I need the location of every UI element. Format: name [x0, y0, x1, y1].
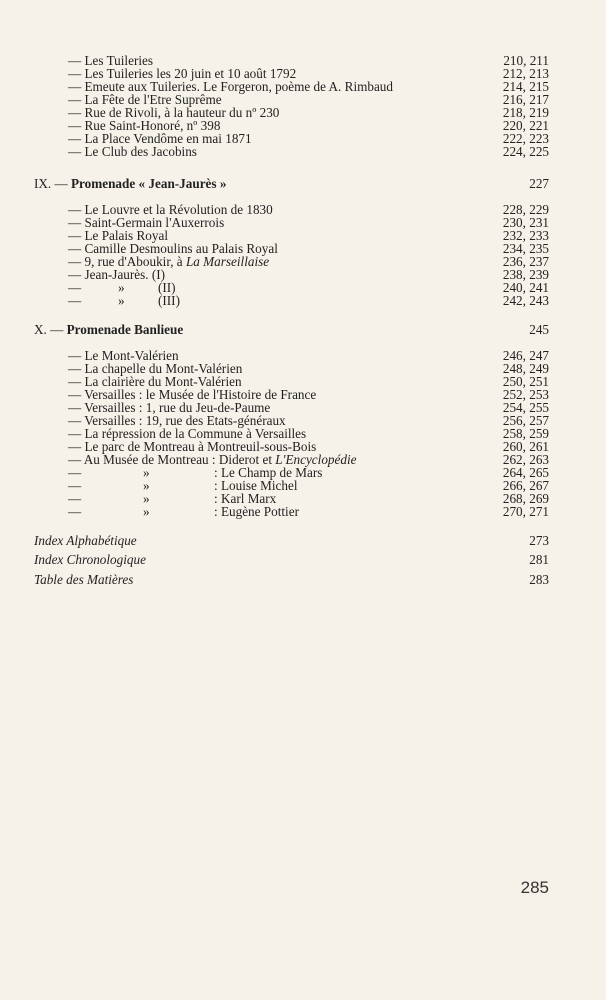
ditto-mark: » [118, 293, 125, 308]
index-title: Index Chronologique [34, 552, 146, 567]
entry-title: — Jean-Jaurès. (I) [68, 267, 166, 282]
entry-dash: — [68, 504, 82, 519]
entry-pages: 262, 263 [502, 452, 549, 467]
ditto-mark: » [143, 504, 150, 519]
section-heading-text [34, 323, 183, 337]
entry-title: — Le Louvre et la Révolution de 1830 [68, 202, 273, 217]
entry-title: — Le Club des Jacobins [68, 144, 197, 159]
entry-title: — Versailles : 19, rue des Etats-généraux [68, 413, 286, 428]
entry-title: (III) [158, 293, 180, 308]
entry-text: — 9, rue d'Aboukir, à [68, 254, 183, 269]
entry-pages: 246, 247 [502, 348, 549, 363]
entry-pages: 240, 241 [502, 280, 549, 295]
index-page: 273 [529, 533, 549, 548]
entry-title: : Louise Michel [214, 478, 298, 493]
entry-pages: 212, 213 [502, 66, 549, 81]
entry-title: (II) [158, 280, 176, 295]
entry-pages: 222, 223 [502, 131, 549, 146]
entry-pages: 258, 259 [502, 426, 549, 441]
entry-pages: 256, 257 [502, 413, 549, 428]
toc-entry-continued [0, 294, 606, 308]
entry-italic-title: La Marseillaise [185, 254, 270, 269]
ditto-mark: » [143, 465, 150, 480]
entry-pages: 214, 215 [502, 79, 549, 94]
entry-pages: 216, 217 [502, 92, 549, 107]
entry-pages: 228, 229 [502, 202, 549, 217]
entry-pages: 224, 225 [502, 144, 549, 159]
toc-entry-continued [0, 505, 606, 519]
entry-pages: 248, 249 [502, 361, 549, 376]
entry-title: — Rue Saint-Honoré, nº 398 [68, 118, 221, 133]
toc-index-entry [0, 573, 606, 587]
entry-title: — Le Palais Royal [68, 228, 168, 243]
entry-dash: — [68, 491, 82, 506]
section-page: 227 [529, 176, 549, 191]
toc-entry [0, 145, 606, 159]
entry-dash: — [68, 280, 82, 295]
entry-dash: — [68, 293, 82, 308]
entry-title: : Eugène Pottier [214, 504, 299, 519]
entry-pages: 266, 267 [502, 478, 549, 493]
entry-title: — La clairière du Mont-Valérien [68, 374, 242, 389]
section-number: X. — [34, 322, 64, 337]
entry-title: — Les Tuileries [68, 53, 153, 68]
entry-italic-title: L'Encyclopédie [275, 452, 357, 467]
entry-title: — La Fête de l'Etre Suprême [68, 92, 222, 107]
section-heading-text [34, 177, 226, 191]
page-number: 285 [520, 878, 549, 897]
section-title: Promenade « Jean-Jaurès » [71, 176, 227, 191]
entry-pages: 260, 261 [502, 439, 549, 454]
entry-title: — Versailles : 1, rue du Jeu-de-Paume [68, 400, 271, 415]
ditto-mark: » [118, 280, 125, 295]
section-title: Promenade Banlieue [66, 322, 184, 337]
entry-pages: 264, 265 [502, 465, 549, 480]
entry-title: — Saint-Germain l'Auxerrois [68, 215, 225, 230]
ditto-mark: » [143, 491, 150, 506]
entry-dash: — [68, 478, 82, 493]
entry-pages: 268, 269 [502, 491, 549, 506]
entry-title: — La répression de la Commune à Versailles [68, 426, 307, 441]
entry-title: — La chapelle du Mont-Valérien [68, 361, 243, 376]
entry-title: — Camille Desmoulins au Palais Royal [68, 241, 278, 256]
section-heading-x [0, 323, 606, 337]
entry-pages: 250, 251 [502, 374, 549, 389]
entry-pages: 254, 255 [502, 400, 549, 415]
entry-pages: 242, 243 [502, 293, 549, 308]
entry-pages: 210, 211 [503, 53, 549, 68]
entry-title: : Karl Marx [214, 491, 277, 506]
entry-title: — Le Mont-Valérien [68, 348, 179, 363]
index-title: Index Alphabétique [34, 533, 137, 548]
entry-title: — Emeute aux Tuileries. Le Forgeron, poème de A. Rimbaud [68, 79, 393, 94]
entry-pages: 220, 221 [502, 118, 549, 133]
entry-title: — Rue de Rivoli, à la hauteur du nº 230 [68, 105, 280, 120]
ditto-mark: » [143, 478, 150, 493]
index-page: 283 [529, 572, 549, 587]
entry-title: — La Place Vendôme en mai 1871 [68, 131, 252, 146]
entry-dash: — [68, 465, 82, 480]
entry-title: — Versailles : le Musée de l'Histoire de France [68, 387, 317, 402]
toc-index-entry [0, 553, 606, 567]
entry-pages: 236, 237 [502, 254, 549, 269]
entry-text: — Au Musée de Montreau : Diderot et [68, 452, 272, 467]
entry-pages: 238, 239 [502, 267, 549, 282]
entry-title: : Le Champ de Mars [214, 465, 323, 480]
entry-pages: 270, 271 [502, 504, 549, 519]
section-heading-ix [0, 177, 606, 191]
section-page: 245 [529, 322, 549, 337]
entry-pages: 252, 253 [502, 387, 549, 402]
entry-title: — Les Tuileries les 20 juin et 10 août 1792 [68, 66, 297, 81]
entry-pages: 230, 231 [502, 215, 549, 230]
toc-index-entry [0, 534, 606, 548]
section-number: IX. — [34, 176, 68, 191]
entry-title: — Le parc de Montreau à Montreuil-sous-Bois [68, 439, 317, 454]
entry-pages: 232, 233 [502, 228, 549, 243]
index-page: 281 [529, 552, 549, 567]
index-title: Table des Matières [34, 572, 134, 587]
entry-pages: 234, 235 [502, 241, 549, 256]
entry-pages: 218, 219 [502, 105, 549, 120]
